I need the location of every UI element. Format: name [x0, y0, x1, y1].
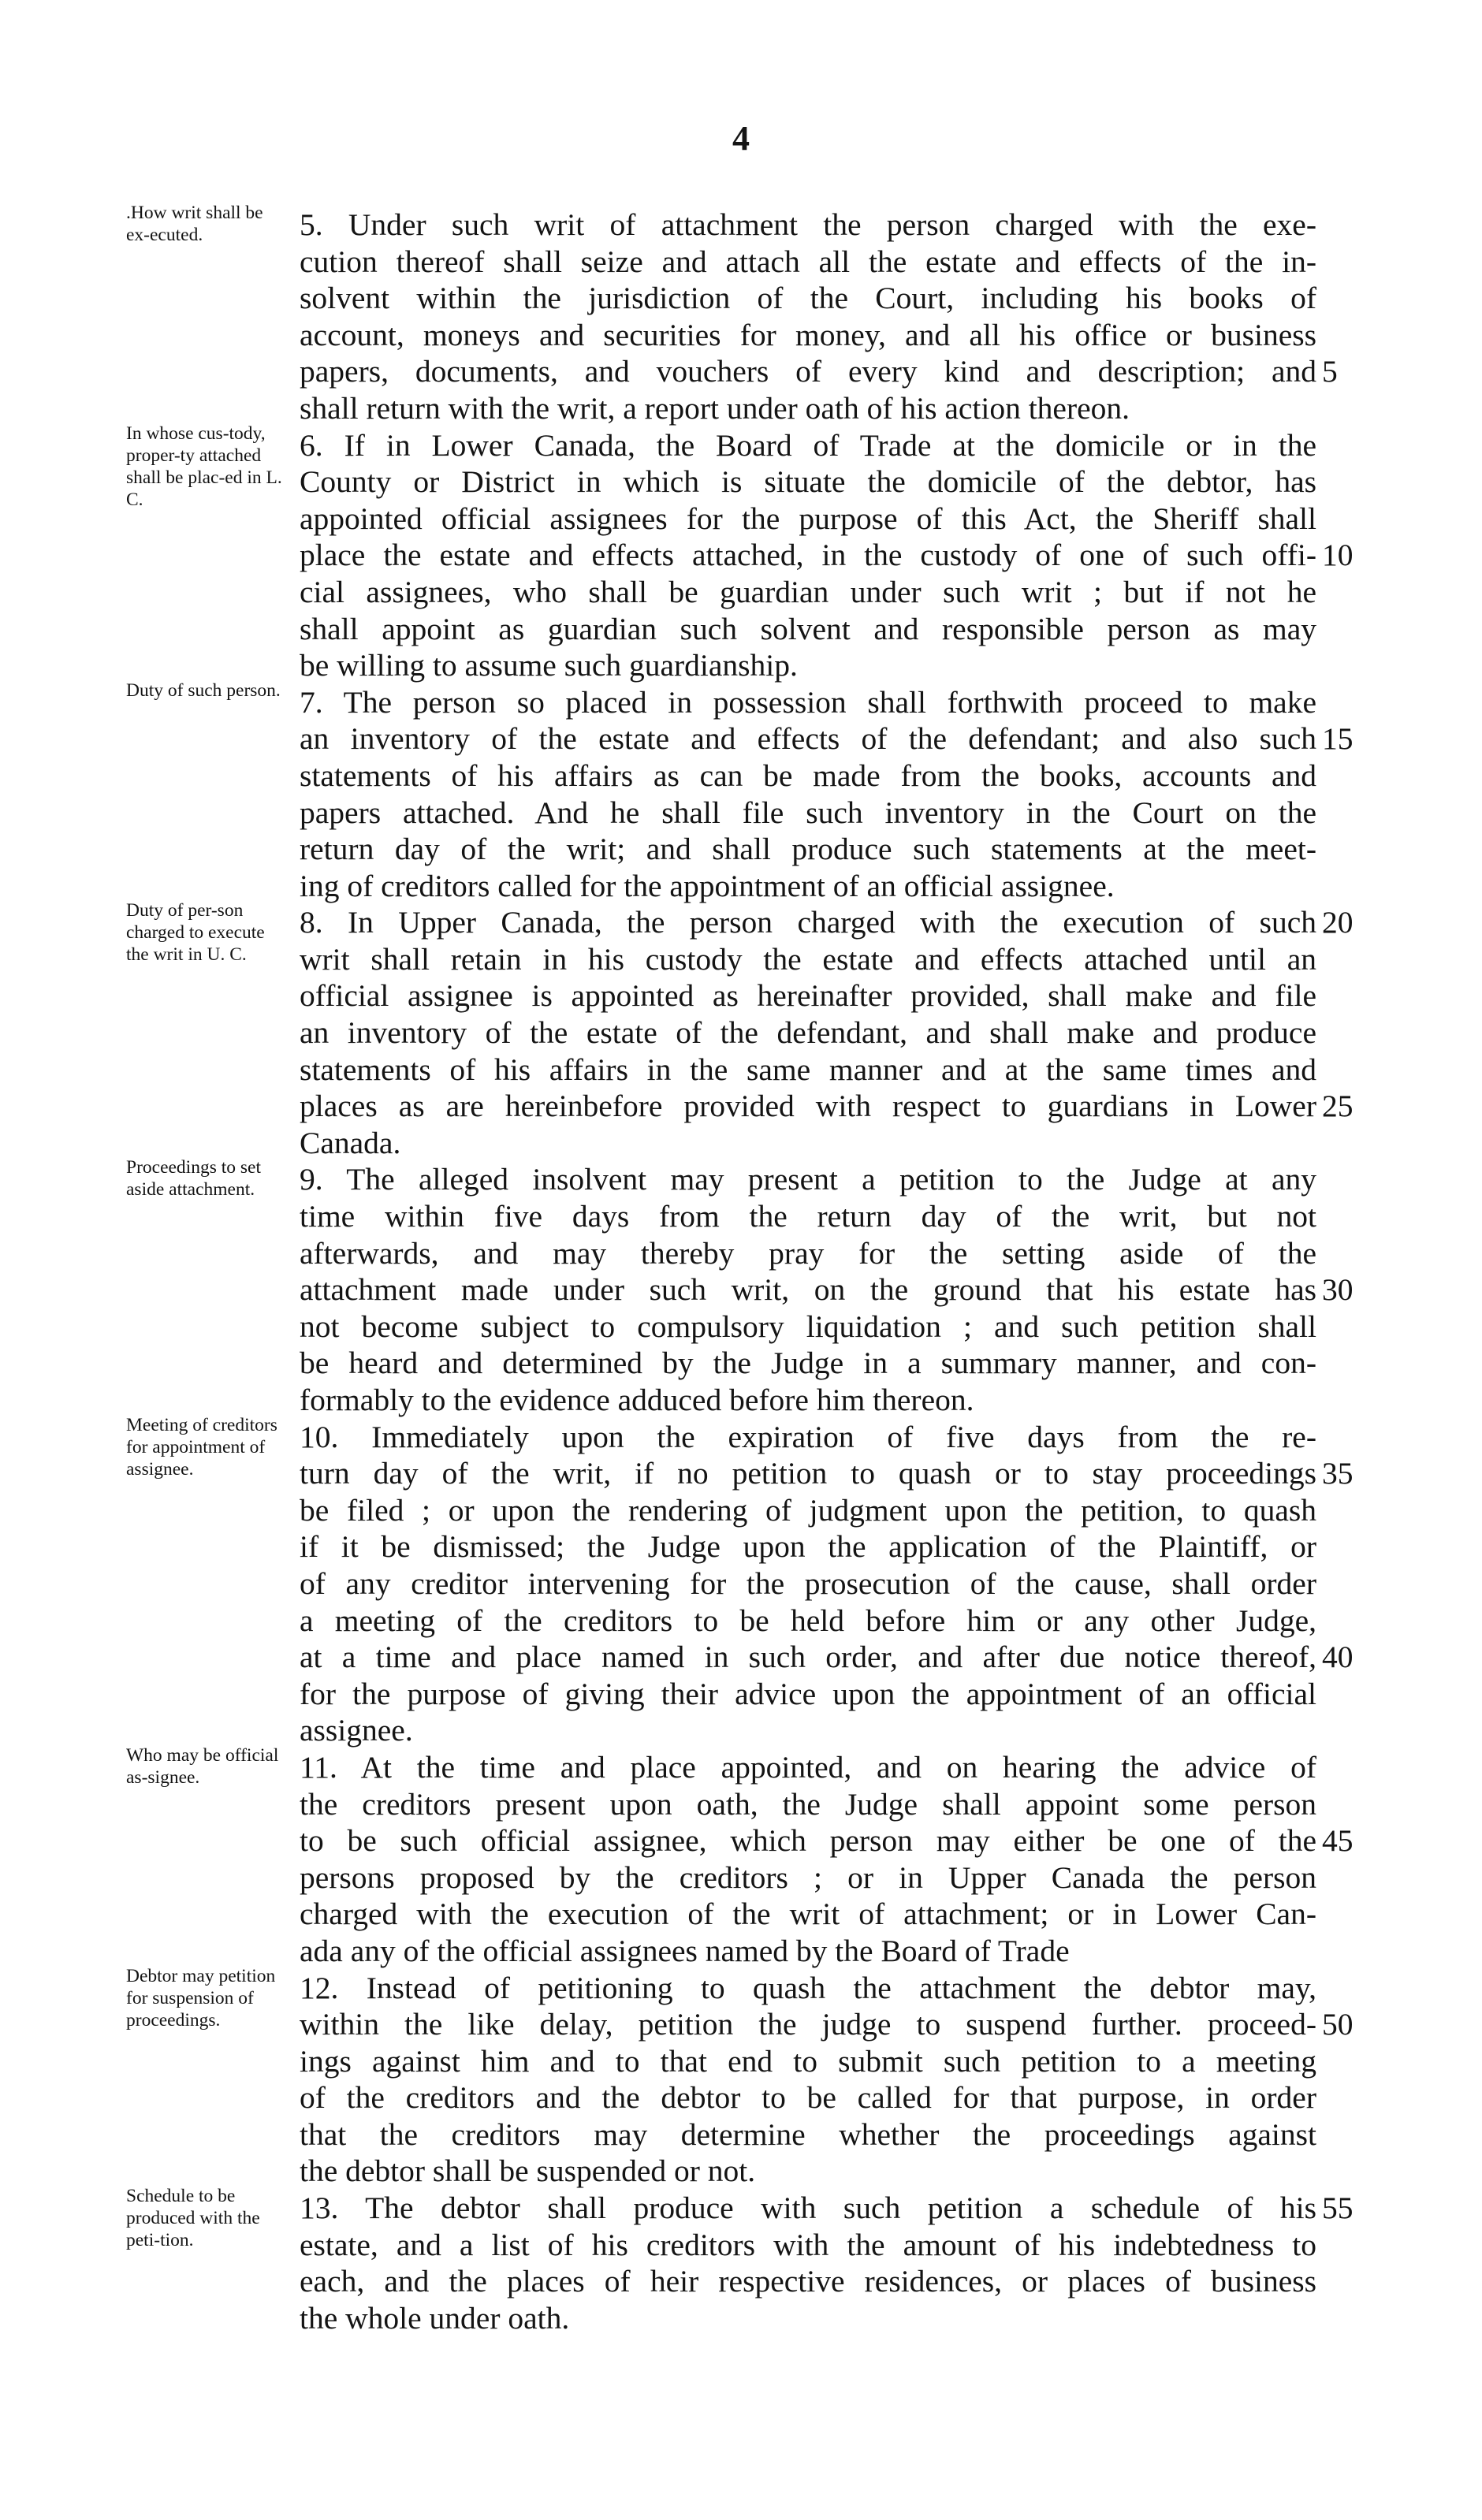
line-text: for the purpose of giving their advice upon the appointment of an official — [300, 1676, 1316, 1711]
section-6 — [0, 422, 1482, 684]
line-text: at a time and place named in such order, and after due notice thereof, — [300, 1640, 1316, 1675]
margin-note: In whose cus-tody, proper-ty attached shall be plac-ed in L. C. — [126, 422, 282, 510]
line-text: 6. If in Lower Canada, the Board of Trade at the domicile or in the — [300, 427, 1316, 463]
line-number: 30 — [1322, 1272, 1354, 1308]
text-line — [300, 537, 1354, 574]
text-line — [300, 757, 1316, 795]
line-text: of the creditors and the debtor to be called for that purpose, in order — [300, 2080, 1316, 2116]
margin-note: Schedule to be produced with the peti-tion. — [126, 2186, 260, 2251]
text-line — [300, 2043, 1316, 2080]
line-text: assignee. — [300, 1713, 413, 1748]
text-line — [300, 1602, 1316, 1640]
text-line — [300, 1565, 1316, 1602]
text-line — [300, 2153, 1316, 2190]
line-text: be filed ; or upon the rendering of judgment upon the petition, to quash — [300, 1492, 1316, 1528]
text-line — [300, 1970, 1316, 2007]
text-line — [300, 2006, 1354, 2043]
text-line — [300, 427, 1316, 464]
margin-note: Duty of such person. — [126, 679, 281, 701]
line-text: 5. Under such writ of attachment the person charged with the exe- — [300, 207, 1316, 242]
text-line — [300, 280, 1316, 317]
text-line — [300, 831, 1316, 868]
text-line — [300, 720, 1354, 757]
text-line — [300, 574, 1316, 611]
line-text: solvent within the jurisdiction of the Court, including his books of — [300, 281, 1316, 316]
text-line — [300, 611, 1316, 648]
text-line — [300, 795, 1316, 832]
text-line — [300, 463, 1316, 501]
line-text: 11. At the time and place appointed, and on hearing the advice of — [300, 1749, 1316, 1785]
line-text: ings against him and to that end to submit such petition to a meeting — [300, 2043, 1316, 2079]
line-text: 8. In Upper Canada, the person charged with the execution of such — [300, 905, 1316, 940]
text-line — [300, 647, 1316, 684]
margin-note: Debtor may petition for suspension of proceedings. — [126, 1965, 276, 2031]
line-text: be heard and determined by the Judge in a summary manner, and con- — [300, 1346, 1316, 1381]
line-text: account, moneys and securities for money, and all his office or business — [300, 317, 1316, 352]
line-text: writ shall retain in his custody the estate and effects attached until an — [300, 941, 1316, 977]
text-line — [300, 1455, 1354, 1492]
line-text: County or District in which is situate the domicile of the debtor, has — [300, 464, 1316, 500]
line-text: shall appoint as guardian such solvent and responsible person as may — [300, 611, 1316, 646]
line-text: papers attached. And he shall file such inventory in the Court on the — [300, 795, 1316, 830]
line-text: persons proposed by the creditors ; or in Upper Canada the person — [300, 1859, 1316, 1895]
line-text: within the like delay, petition the judge to suspend further. proceed- — [300, 2007, 1316, 2042]
text-line — [300, 1822, 1354, 1859]
line-text: Canada. — [300, 1125, 401, 1160]
line-number: 20 — [1322, 905, 1354, 940]
margin-note: Proceedings to set aside attachment. — [126, 1157, 261, 1200]
section-text — [300, 2190, 1354, 2336]
line-text: the whole under oath. — [300, 2300, 570, 2336]
section-8 — [0, 900, 1482, 1161]
text-line — [300, 1345, 1316, 1382]
line-text: of any creditor intervening for the prosecution of the cause, shall order — [300, 1565, 1316, 1601]
line-text: 10. Immediately upon the expiration of five days from the re- — [300, 1419, 1316, 1454]
line-text: an inventory of the estate of the defendant, and shall make and produce — [300, 1015, 1316, 1051]
section-text — [300, 1749, 1354, 1970]
page-number: 4 — [732, 119, 750, 158]
text-line — [300, 2227, 1316, 2264]
line-text: 13. The debtor shall produce with such petition a schedule of his — [300, 2191, 1316, 2226]
margin-note: .How writ shall be ex-ecuted. — [126, 203, 263, 245]
text-line — [300, 2116, 1316, 2153]
line-text: place the estate and effects attached, in the custody of one of such offi- — [300, 538, 1316, 573]
section-text — [300, 904, 1354, 1161]
text-line — [300, 1088, 1354, 1125]
text-line — [300, 2079, 1316, 2116]
line-number: 55 — [1322, 2191, 1354, 2226]
text-line — [300, 1676, 1316, 1713]
text-line — [300, 1198, 1316, 1235]
text-line — [300, 977, 1316, 1014]
line-text: formably to the evidence adduced before him thereon. — [300, 1383, 974, 1417]
text-line — [300, 1014, 1316, 1052]
text-line — [300, 1896, 1316, 1933]
text-line — [300, 1235, 1316, 1272]
text-line — [300, 2190, 1354, 2227]
margin-note: Who may be official as-signee. — [126, 1744, 279, 1788]
text-line — [300, 1125, 1316, 1162]
line-text: attachment made under such writ, on the ground that his estate has — [300, 1272, 1316, 1308]
text-line — [300, 1161, 1316, 1198]
document-body — [0, 203, 1482, 2336]
line-text: charged with the execution of the writ of attachment; or in Lower Can- — [300, 1897, 1316, 1932]
line-text: afterwards, and may thereby pray for the setting aside of the — [300, 1235, 1316, 1271]
line-text: the debtor shall be suspended or not. — [300, 2153, 756, 2189]
text-line — [300, 941, 1316, 978]
line-text: ing of creditors called for the appointment of an official assignee. — [300, 868, 1115, 903]
section-text — [300, 1970, 1354, 2191]
section-11 — [0, 1744, 1482, 1970]
text-line — [300, 1528, 1316, 1565]
text-line — [300, 1382, 1316, 1419]
section-10 — [0, 1414, 1482, 1749]
text-line — [300, 1639, 1354, 1676]
line-text: statements of his affairs in the same manner and at the same times and — [300, 1052, 1316, 1087]
section-text — [300, 1419, 1354, 1749]
line-number: 40 — [1322, 1640, 1354, 1675]
line-text: official assignee is appointed as hereinafter provided, shall make and file — [300, 978, 1316, 1014]
section-7 — [0, 679, 1482, 905]
line-text: return day of the writ; and shall produce such statements at the meet- — [300, 832, 1316, 867]
line-text: 7. The person so placed in possession shall forthwith proceed to make — [300, 684, 1316, 720]
text-line — [300, 868, 1316, 905]
line-text: not become subject to compulsory liquidation ; and such petition shall — [300, 1308, 1316, 1344]
line-number: 10 — [1322, 538, 1354, 573]
line-text: estate, and a list of his creditors with the amount of his indebtedness to — [300, 2227, 1316, 2262]
text-line — [300, 207, 1316, 244]
text-line — [300, 1712, 1316, 1749]
section-text — [300, 207, 1338, 427]
margin-note: Meeting of creditors for appointment of assignee. — [126, 1414, 277, 1480]
line-text: a meeting of the creditors to be held before him or any other Judge, — [300, 1602, 1316, 1638]
line-number: 25 — [1322, 1089, 1354, 1124]
text-line — [300, 1052, 1316, 1089]
line-text: places as are hereinbefore provided with respect to guardians in Lower — [300, 1089, 1316, 1124]
section-9 — [0, 1157, 1482, 1418]
line-text: to be such official assignee, which person may either be one of the — [300, 1823, 1316, 1859]
section-text — [300, 1161, 1354, 1418]
line-number: 35 — [1322, 1456, 1354, 1491]
section-text — [300, 427, 1354, 684]
text-line — [300, 1271, 1354, 1308]
text-line — [300, 244, 1316, 281]
text-line — [300, 904, 1354, 941]
line-text: an inventory of the estate and effects of the defendant; and also such — [300, 721, 1316, 757]
line-number: 15 — [1322, 721, 1354, 757]
line-number: 50 — [1322, 2007, 1354, 2042]
text-line — [300, 353, 1338, 390]
line-text: time within five days from the return day of the writ, but not — [300, 1199, 1316, 1234]
text-line — [300, 1859, 1316, 1897]
line-number: 45 — [1322, 1823, 1354, 1859]
text-line — [300, 684, 1316, 721]
text-line — [300, 1308, 1316, 1346]
line-text: be willing to assume such guardianship. — [300, 648, 798, 683]
line-text: 12. Instead of petitioning to quash the attachment the debtor may, — [300, 1970, 1316, 2005]
section-text — [300, 684, 1354, 905]
section-12 — [0, 1965, 1482, 2191]
line-text: turn day of the writ, if no petition to quash or to stay proceedings — [300, 1456, 1316, 1491]
text-line — [300, 390, 1316, 427]
margin-note: Duty of per-son charged to execute the writ in U. C. — [126, 900, 265, 966]
line-text: cial assignees, who shall be guardian under such writ ; but if not he — [300, 574, 1316, 609]
text-line — [300, 317, 1316, 354]
line-text: shall return with the writ, a report under oath of his action thereon. — [300, 390, 1130, 426]
text-line — [300, 2263, 1316, 2300]
line-text: cution thereof shall seize and attach all the estate and effects of the in- — [300, 244, 1316, 279]
line-text: 9. The alleged insolvent may present a petition to the Judge at any — [300, 1162, 1316, 1197]
line-text: that the creditors may determine whether the proceedings against — [300, 2116, 1316, 2152]
section-5 — [0, 203, 1482, 427]
line-number: 5 — [1322, 354, 1338, 389]
line-text: if it be dismissed; the Judge upon the application of the Plaintiff, or — [300, 1529, 1316, 1565]
text-line — [300, 2300, 1316, 2337]
text-line — [300, 1749, 1316, 1786]
line-text: the creditors present upon oath, the Judge shall appoint some person — [300, 1786, 1316, 1822]
line-text: appointed official assignees for the purpose of this Act, the Sheriff shall — [300, 501, 1316, 536]
text-line — [300, 1492, 1316, 1529]
line-text: statements of his affairs as can be made from the books, accounts and — [300, 757, 1316, 793]
section-13 — [0, 2186, 1482, 2336]
line-text: ada any of the official assignees named by the Board of Trade — [300, 1933, 1070, 1968]
line-text: each, and the places of heir respective residences, or places of business — [300, 2264, 1316, 2299]
text-line — [300, 1933, 1316, 1970]
line-text: papers, documents, and vouchers of every kind and description; and — [300, 354, 1316, 389]
text-line — [300, 1786, 1316, 1823]
text-line — [300, 1419, 1316, 1456]
text-line — [300, 501, 1316, 538]
